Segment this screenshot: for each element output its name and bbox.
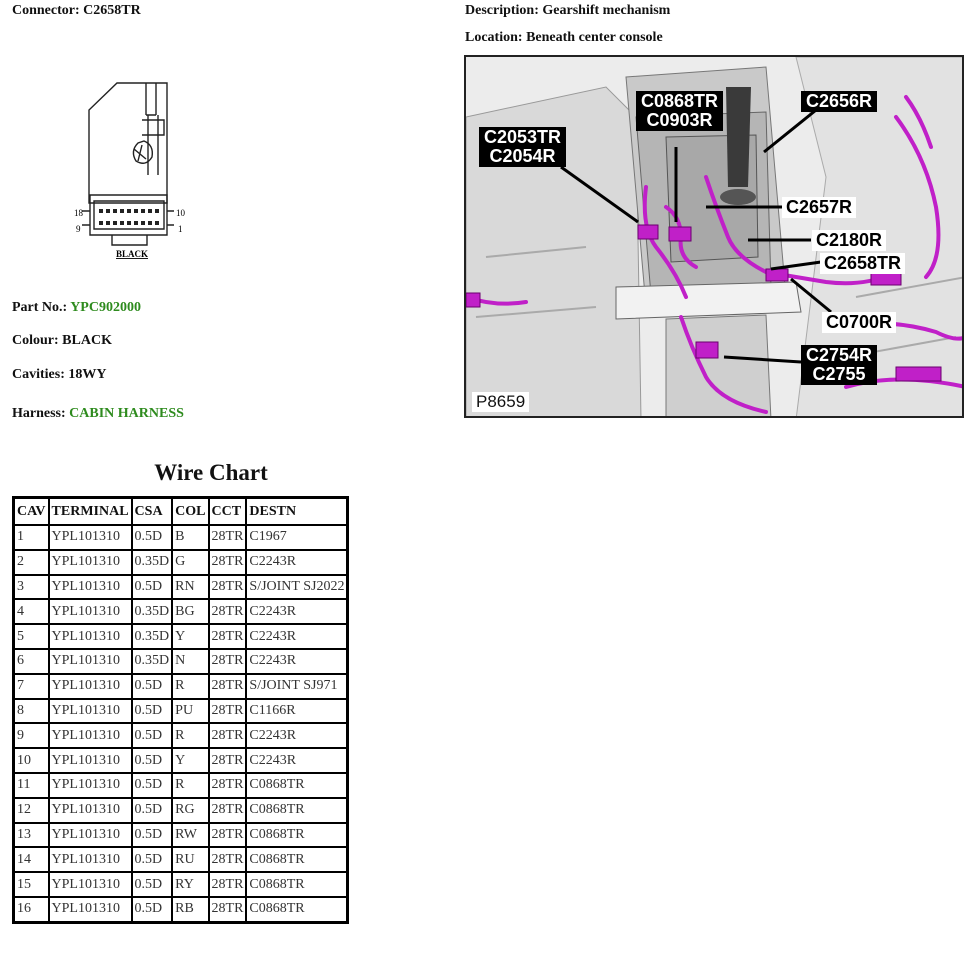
wire-chart-table xyxy=(12,496,349,924)
table-row xyxy=(14,823,348,848)
connector-value: C2658TR xyxy=(83,3,141,18)
harness-label: Harness: xyxy=(12,406,66,421)
cavities-line xyxy=(12,367,107,383)
harness-link[interactable]: CABIN HARNESS xyxy=(69,406,184,421)
part-no-label: Part No.: xyxy=(12,300,68,315)
callout-c2053tr: C2053TR C2054R xyxy=(479,127,566,167)
table-row xyxy=(14,599,348,624)
table-cell-cav: 11 xyxy=(14,773,49,798)
table-cell-cct: 28TR xyxy=(209,649,247,674)
table-cell-col: R xyxy=(172,674,208,699)
table-cell-cct: 28TR xyxy=(209,575,247,600)
table-cell-csa: 0.5D xyxy=(132,723,173,748)
table-cell-col: RN xyxy=(172,575,208,600)
table-cell-cav: 4 xyxy=(14,599,49,624)
table-cell-cct: 28TR xyxy=(209,773,247,798)
pin-9-label: 9 xyxy=(76,224,81,234)
part-no-line xyxy=(12,300,141,316)
table-cell-terminal: YPL101310 xyxy=(49,897,132,922)
table-cell-csa: 0.5D xyxy=(132,872,173,897)
table-cell-destn: C0868TR xyxy=(246,847,348,872)
table-cell-cct: 28TR xyxy=(209,699,247,724)
table-row xyxy=(14,525,348,550)
connector-label: Connector: xyxy=(12,3,80,18)
table-cell-cav: 1 xyxy=(14,525,49,550)
table-cell-cav: 5 xyxy=(14,624,49,649)
table-cell-terminal: YPL101310 xyxy=(49,525,132,550)
table-cell-destn: S/JOINT SJ2022 xyxy=(246,575,348,600)
table-cell-cav: 15 xyxy=(14,872,49,897)
table-cell-destn: C0868TR xyxy=(246,897,348,922)
table-cell-col: Y xyxy=(172,624,208,649)
table-cell-destn: C2243R xyxy=(246,649,348,674)
table-cell-terminal: YPL101310 xyxy=(49,823,132,848)
table-cell-cav: 13 xyxy=(14,823,49,848)
table-cell-destn: C2243R xyxy=(246,723,348,748)
table-cell-csa: 0.5D xyxy=(132,823,173,848)
table-cell-cav: 9 xyxy=(14,723,49,748)
table-cell-col: R xyxy=(172,773,208,798)
table-cell-destn: C0868TR xyxy=(246,798,348,823)
table-cell-col: RU xyxy=(172,847,208,872)
table-cell-csa: 0.35D xyxy=(132,624,173,649)
connector-line xyxy=(12,3,141,19)
table-cell-csa: 0.5D xyxy=(132,773,173,798)
table-cell-col: RY xyxy=(172,872,208,897)
column-header-cav: CAV xyxy=(14,498,49,526)
table-row xyxy=(14,897,348,922)
table-cell-terminal: YPL101310 xyxy=(49,847,132,872)
table-row xyxy=(14,624,348,649)
table-cell-cav: 7 xyxy=(14,674,49,699)
table-cell-terminal: YPL101310 xyxy=(49,599,132,624)
table-row xyxy=(14,575,348,600)
table-cell-cct: 28TR xyxy=(209,723,247,748)
pin-1-label: 1 xyxy=(178,224,183,234)
table-cell-terminal: YPL101310 xyxy=(49,699,132,724)
table-cell-terminal: YPL101310 xyxy=(49,773,132,798)
table-row xyxy=(14,723,348,748)
table-cell-terminal: YPL101310 xyxy=(49,550,132,575)
table-cell-cct: 28TR xyxy=(209,674,247,699)
table-cell-terminal: YPL101310 xyxy=(49,649,132,674)
photo-code: P8659 xyxy=(472,392,529,412)
cavities-label: Cavities: xyxy=(12,367,65,382)
table-row xyxy=(14,550,348,575)
table-header-row xyxy=(14,498,348,526)
table-cell-terminal: YPL101310 xyxy=(49,723,132,748)
table-row xyxy=(14,674,348,699)
table-cell-cav: 12 xyxy=(14,798,49,823)
table-cell-csa: 0.5D xyxy=(132,525,173,550)
pin-10-label: 10 xyxy=(176,208,185,218)
table-cell-cct: 28TR xyxy=(209,624,247,649)
table-cell-destn: C1166R xyxy=(246,699,348,724)
table-cell-destn: S/JOINT SJ971 xyxy=(246,674,348,699)
table-cell-csa: 0.35D xyxy=(132,550,173,575)
table-cell-csa: 0.5D xyxy=(132,798,173,823)
column-header-terminal: TERMINAL xyxy=(49,498,132,526)
table-cell-destn: C0868TR xyxy=(246,823,348,848)
table-cell-col: G xyxy=(172,550,208,575)
table-cell-col: RW xyxy=(172,823,208,848)
colour-value: BLACK xyxy=(62,333,112,348)
table-cell-cct: 28TR xyxy=(209,847,247,872)
table-cell-cav: 14 xyxy=(14,847,49,872)
callout-c2656r: C2656R xyxy=(801,91,877,112)
description-value: Gearshift mechanism xyxy=(542,3,671,18)
table-cell-csa: 0.5D xyxy=(132,897,173,922)
table-cell-csa: 0.5D xyxy=(132,847,173,872)
table-cell-cav: 10 xyxy=(14,748,49,773)
table-cell-destn: C2243R xyxy=(246,550,348,575)
column-header-cct: CCT xyxy=(209,498,247,526)
table-cell-destn: C0868TR xyxy=(246,773,348,798)
table-cell-destn: C2243R xyxy=(246,599,348,624)
location-line xyxy=(465,30,663,46)
table-row xyxy=(14,649,348,674)
description-line xyxy=(465,3,670,19)
part-no-link[interactable]: YPC902000 xyxy=(70,300,141,315)
callout-c0868tr: C0868TR C0903R xyxy=(636,91,723,131)
table-cell-cav: 6 xyxy=(14,649,49,674)
table-cell-csa: 0.5D xyxy=(132,699,173,724)
harness-line xyxy=(12,406,184,422)
table-cell-col: PU xyxy=(172,699,208,724)
table-row xyxy=(14,748,348,773)
table-cell-destn: C1967 xyxy=(246,525,348,550)
table-cell-terminal: YPL101310 xyxy=(49,872,132,897)
table-row xyxy=(14,847,348,872)
table-cell-terminal: YPL101310 xyxy=(49,575,132,600)
table-cell-cav: 8 xyxy=(14,699,49,724)
table-cell-cav: 3 xyxy=(14,575,49,600)
cavities-value: 18WY xyxy=(68,367,107,382)
colour-tag: BLACK xyxy=(116,249,149,259)
table-cell-cct: 28TR xyxy=(209,525,247,550)
description-label: Description: xyxy=(465,3,539,18)
column-header-destn: DESTN xyxy=(246,498,348,526)
table-cell-cav: 2 xyxy=(14,550,49,575)
table-cell-cct: 28TR xyxy=(209,550,247,575)
table-cell-cct: 28TR xyxy=(209,897,247,922)
callout-c2658tr: C2658TR xyxy=(820,253,905,274)
callout-c2657r: C2657R xyxy=(782,197,856,218)
table-cell-cav: 16 xyxy=(14,897,49,922)
callout-c2754r: C2754R C2755 xyxy=(801,345,877,385)
table-cell-destn: C2243R xyxy=(246,748,348,773)
table-row xyxy=(14,798,348,823)
table-cell-terminal: YPL101310 xyxy=(49,748,132,773)
table-cell-csa: 0.35D xyxy=(132,649,173,674)
table-row xyxy=(14,699,348,724)
table-cell-cct: 28TR xyxy=(209,599,247,624)
location-label: Location: xyxy=(465,30,523,45)
table-cell-terminal: YPL101310 xyxy=(49,674,132,699)
table-cell-col: BG xyxy=(172,599,208,624)
table-row xyxy=(14,773,348,798)
table-cell-cct: 28TR xyxy=(209,798,247,823)
table-cell-csa: 0.5D xyxy=(132,674,173,699)
column-header-csa: CSA xyxy=(132,498,173,526)
table-cell-cct: 28TR xyxy=(209,823,247,848)
table-cell-col: N xyxy=(172,649,208,674)
colour-label: Colour: xyxy=(12,333,59,348)
table-cell-csa: 0.5D xyxy=(132,748,173,773)
table-cell-col: R xyxy=(172,723,208,748)
wire-chart-title: Wire Chart xyxy=(154,460,268,485)
connector-drawing xyxy=(72,75,207,265)
location-photo xyxy=(464,55,964,418)
callout-c2180r: C2180R xyxy=(812,230,886,251)
table-cell-col: RG xyxy=(172,798,208,823)
table-cell-csa: 0.5D xyxy=(132,575,173,600)
column-header-col: COL xyxy=(172,498,208,526)
table-cell-csa: 0.35D xyxy=(132,599,173,624)
colour-line xyxy=(12,333,112,349)
table-cell-destn: C0868TR xyxy=(246,872,348,897)
table-cell-col: RB xyxy=(172,897,208,922)
table-cell-col: B xyxy=(172,525,208,550)
table-cell-cct: 28TR xyxy=(209,748,247,773)
pin-18-label: 18 xyxy=(74,208,83,218)
table-cell-col: Y xyxy=(172,748,208,773)
table-cell-cct: 28TR xyxy=(209,872,247,897)
table-cell-terminal: YPL101310 xyxy=(49,798,132,823)
table-cell-destn: C2243R xyxy=(246,624,348,649)
location-value: Beneath center console xyxy=(526,30,663,45)
table-row xyxy=(14,872,348,897)
callout-c0700r: C0700R xyxy=(822,312,896,333)
table-cell-terminal: YPL101310 xyxy=(49,624,132,649)
